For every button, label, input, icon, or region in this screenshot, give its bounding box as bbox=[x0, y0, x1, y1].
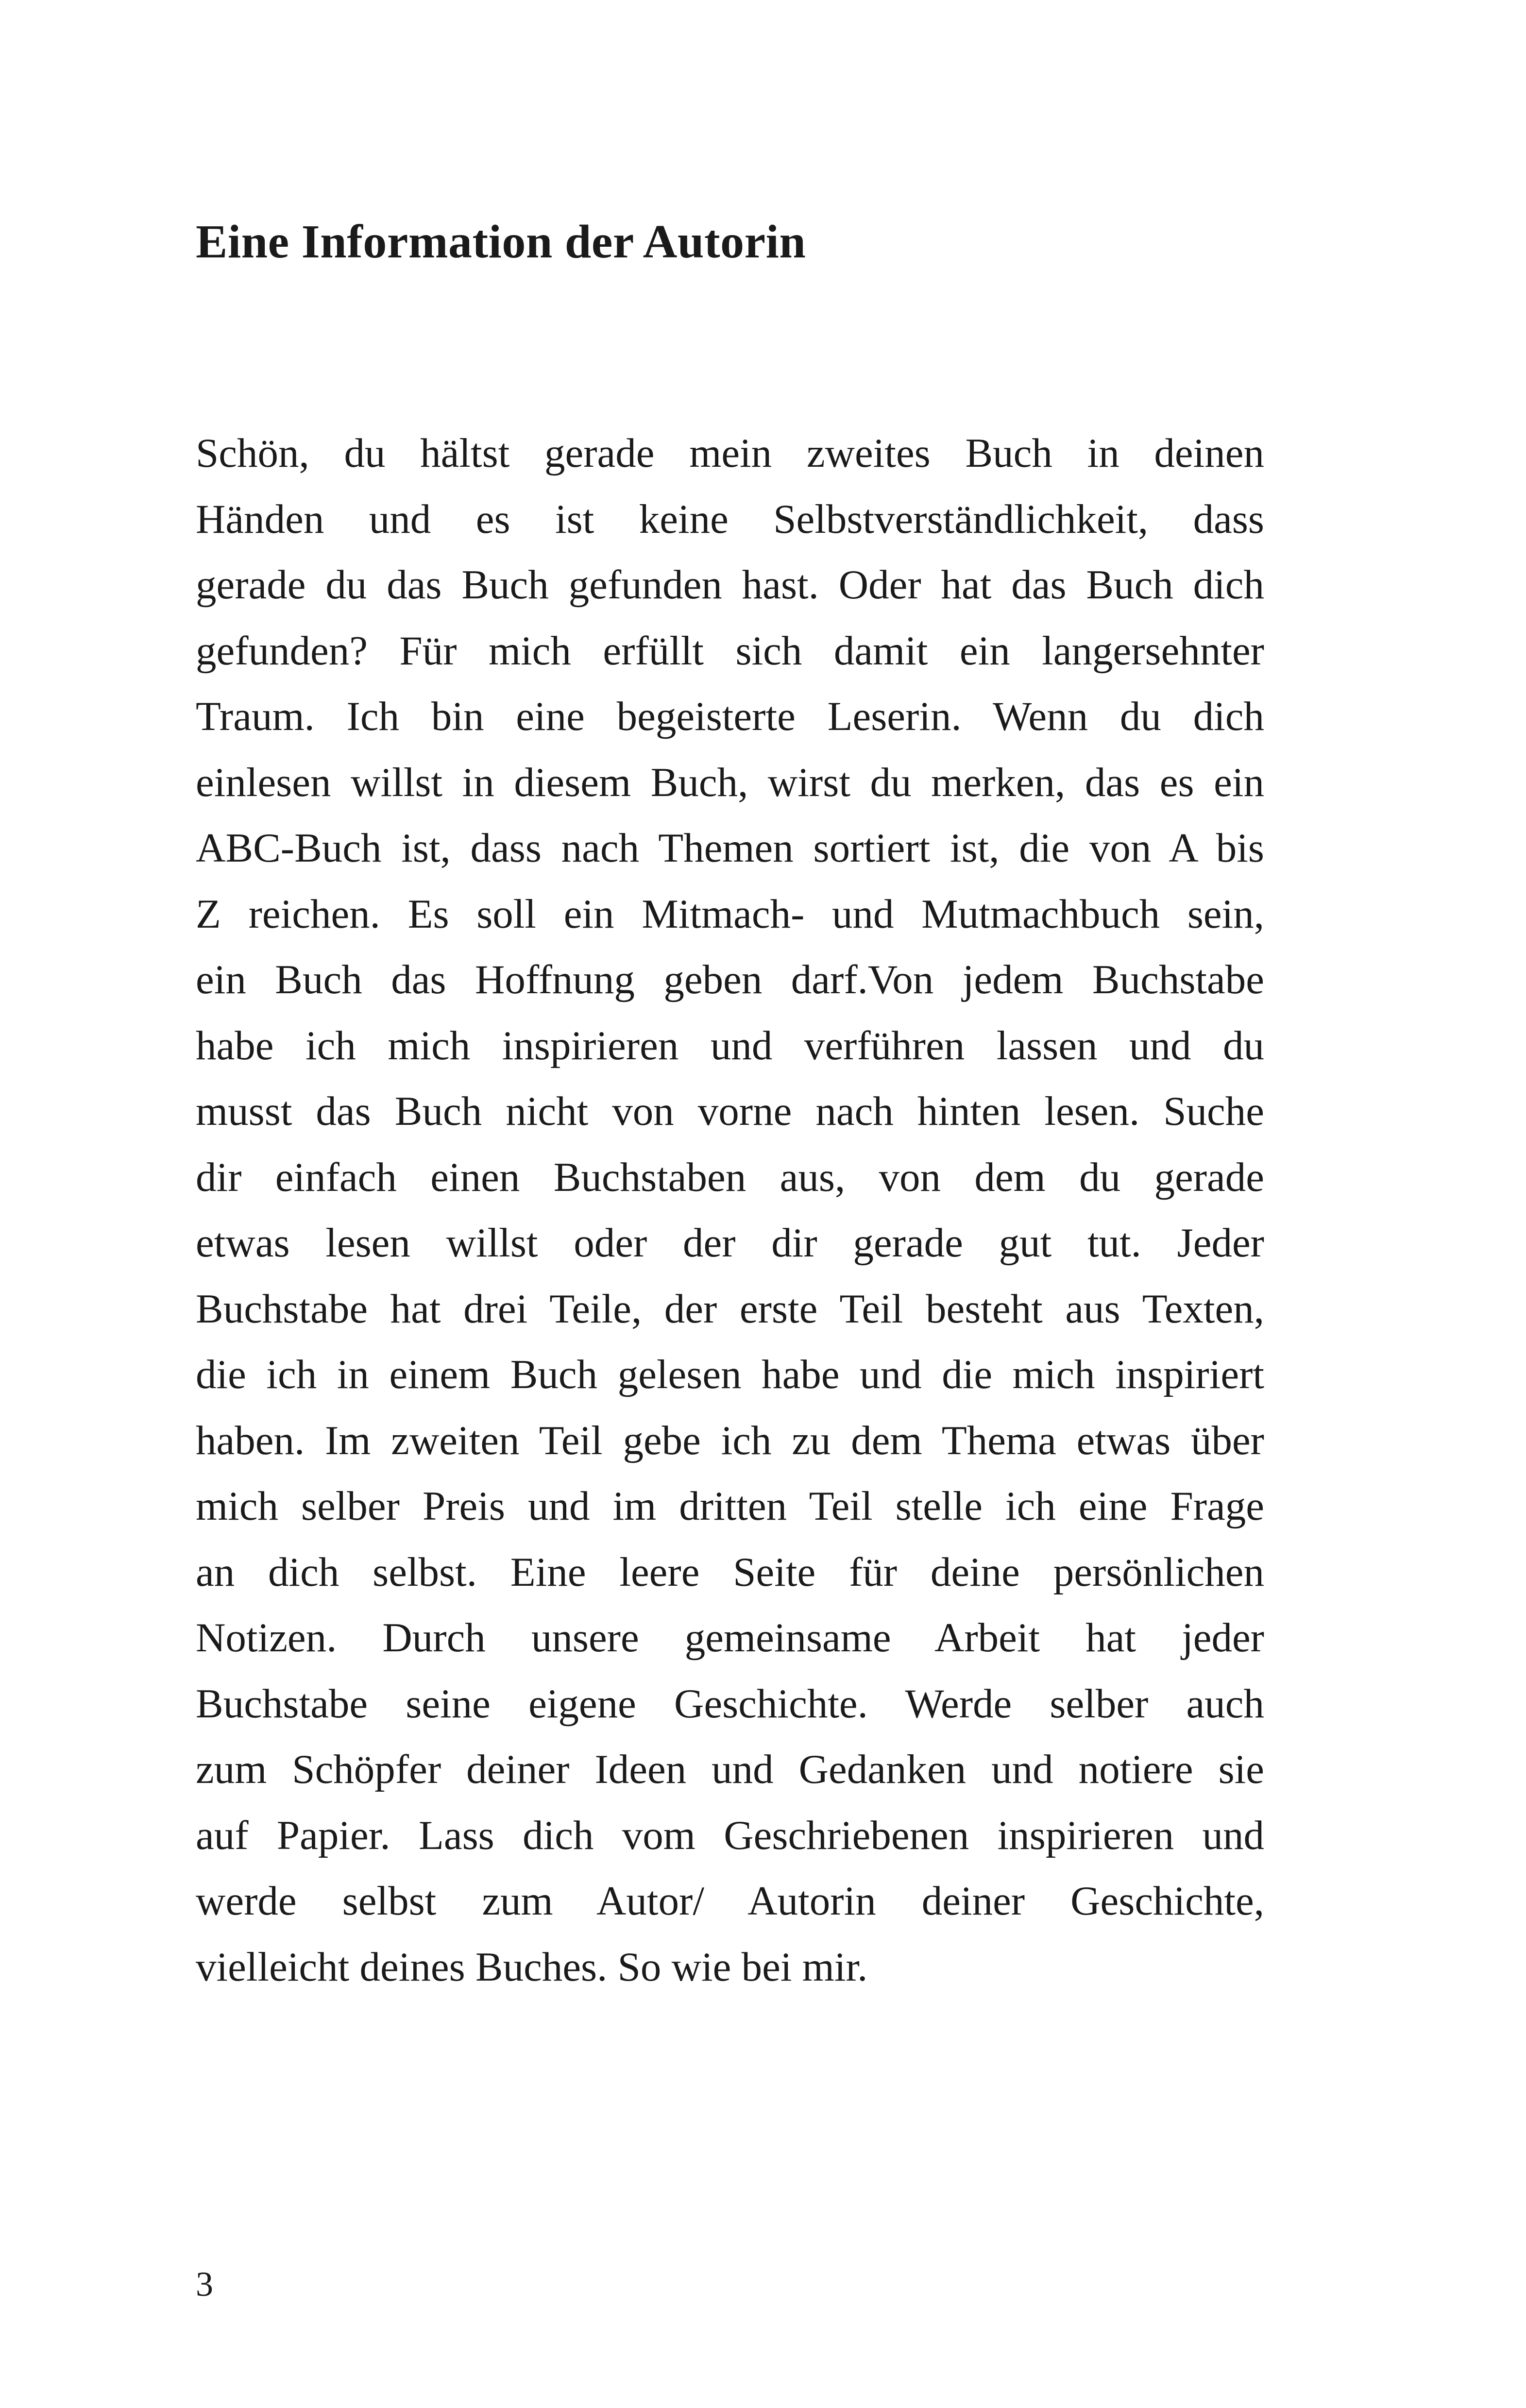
text-line: an dich selbst. Eine leere Seite für deine persönlichen bbox=[196, 1549, 1264, 1595]
page-number: 3 bbox=[196, 2265, 213, 2304]
text-line: dir einfach einen Buchstaben aus, von dem du gerade bbox=[196, 1154, 1264, 1200]
text-line: Traum. Ich bin eine begeisterte Leserin. Wenn du dich bbox=[196, 694, 1264, 739]
text-line: gerade du das Buch gefunden hast. Oder hat das Buch dich bbox=[196, 562, 1264, 608]
text-line: vielleicht deines Buches. So wie bei mir. bbox=[196, 1944, 868, 1990]
text-line: gefunden? Für mich erfüllt sich damit ein langersehnter bbox=[196, 627, 1264, 674]
text-line: ABC-Buch ist, dass nach Themen sortiert ist, die von A bis bbox=[196, 825, 1264, 871]
text-line: Schön, du hältst gerade mein zweites Buch in deinen bbox=[196, 430, 1264, 476]
text-line: auf Papier. Lass dich vom Geschriebenen inspirieren und bbox=[196, 1812, 1264, 1858]
text-line: ein Buch das Hoffnung geben darf.Von jedem Buchstabe bbox=[196, 957, 1264, 1002]
page-heading: Eine Information der Autorin bbox=[196, 216, 806, 268]
text-line: zum Schöpfer deiner Ideen und Gedanken und notiere sie bbox=[196, 1747, 1264, 1792]
text-line: Buchstabe seine eigene Geschichte. Werde selber auch bbox=[196, 1680, 1264, 1727]
text-line: etwas lesen willst oder der dir gerade gut tut. Jeder bbox=[196, 1220, 1264, 1266]
text-line: Buchstabe hat drei Teile, der erste Teil besteht aus Texten, bbox=[196, 1286, 1264, 1332]
text-line: Z reichen. Es soll ein Mitmach- und Mutmachbuch sein, bbox=[196, 891, 1264, 937]
text-line: Notizen. Durch unsere gemeinsame Arbeit hat jeder bbox=[196, 1615, 1264, 1661]
text-line: musst das Buch nicht von vorne nach hinten lesen. Suche bbox=[196, 1088, 1264, 1134]
text-line: habe ich mich inspirieren und verführen lassen und du bbox=[196, 1022, 1264, 1068]
text-line: werde selbst zum Autor/ Autorin deiner Geschichte, bbox=[196, 1878, 1264, 1924]
text-line: Händen und es ist keine Selbstverständlichkeit, dass bbox=[196, 496, 1264, 542]
text-line: die ich in einem Buch gelesen habe und die mich inspiriert bbox=[196, 1352, 1264, 1397]
text-line: mich selber Preis und im dritten Teil stelle ich eine Frage bbox=[196, 1483, 1264, 1529]
text-line: einlesen willst in diesem Buch, wirst du merken, das es ein bbox=[196, 759, 1264, 805]
text-line: haben. Im zweiten Teil gebe ich zu dem Thema etwas über bbox=[196, 1417, 1264, 1463]
body-paragraph bbox=[196, 421, 1264, 2000]
